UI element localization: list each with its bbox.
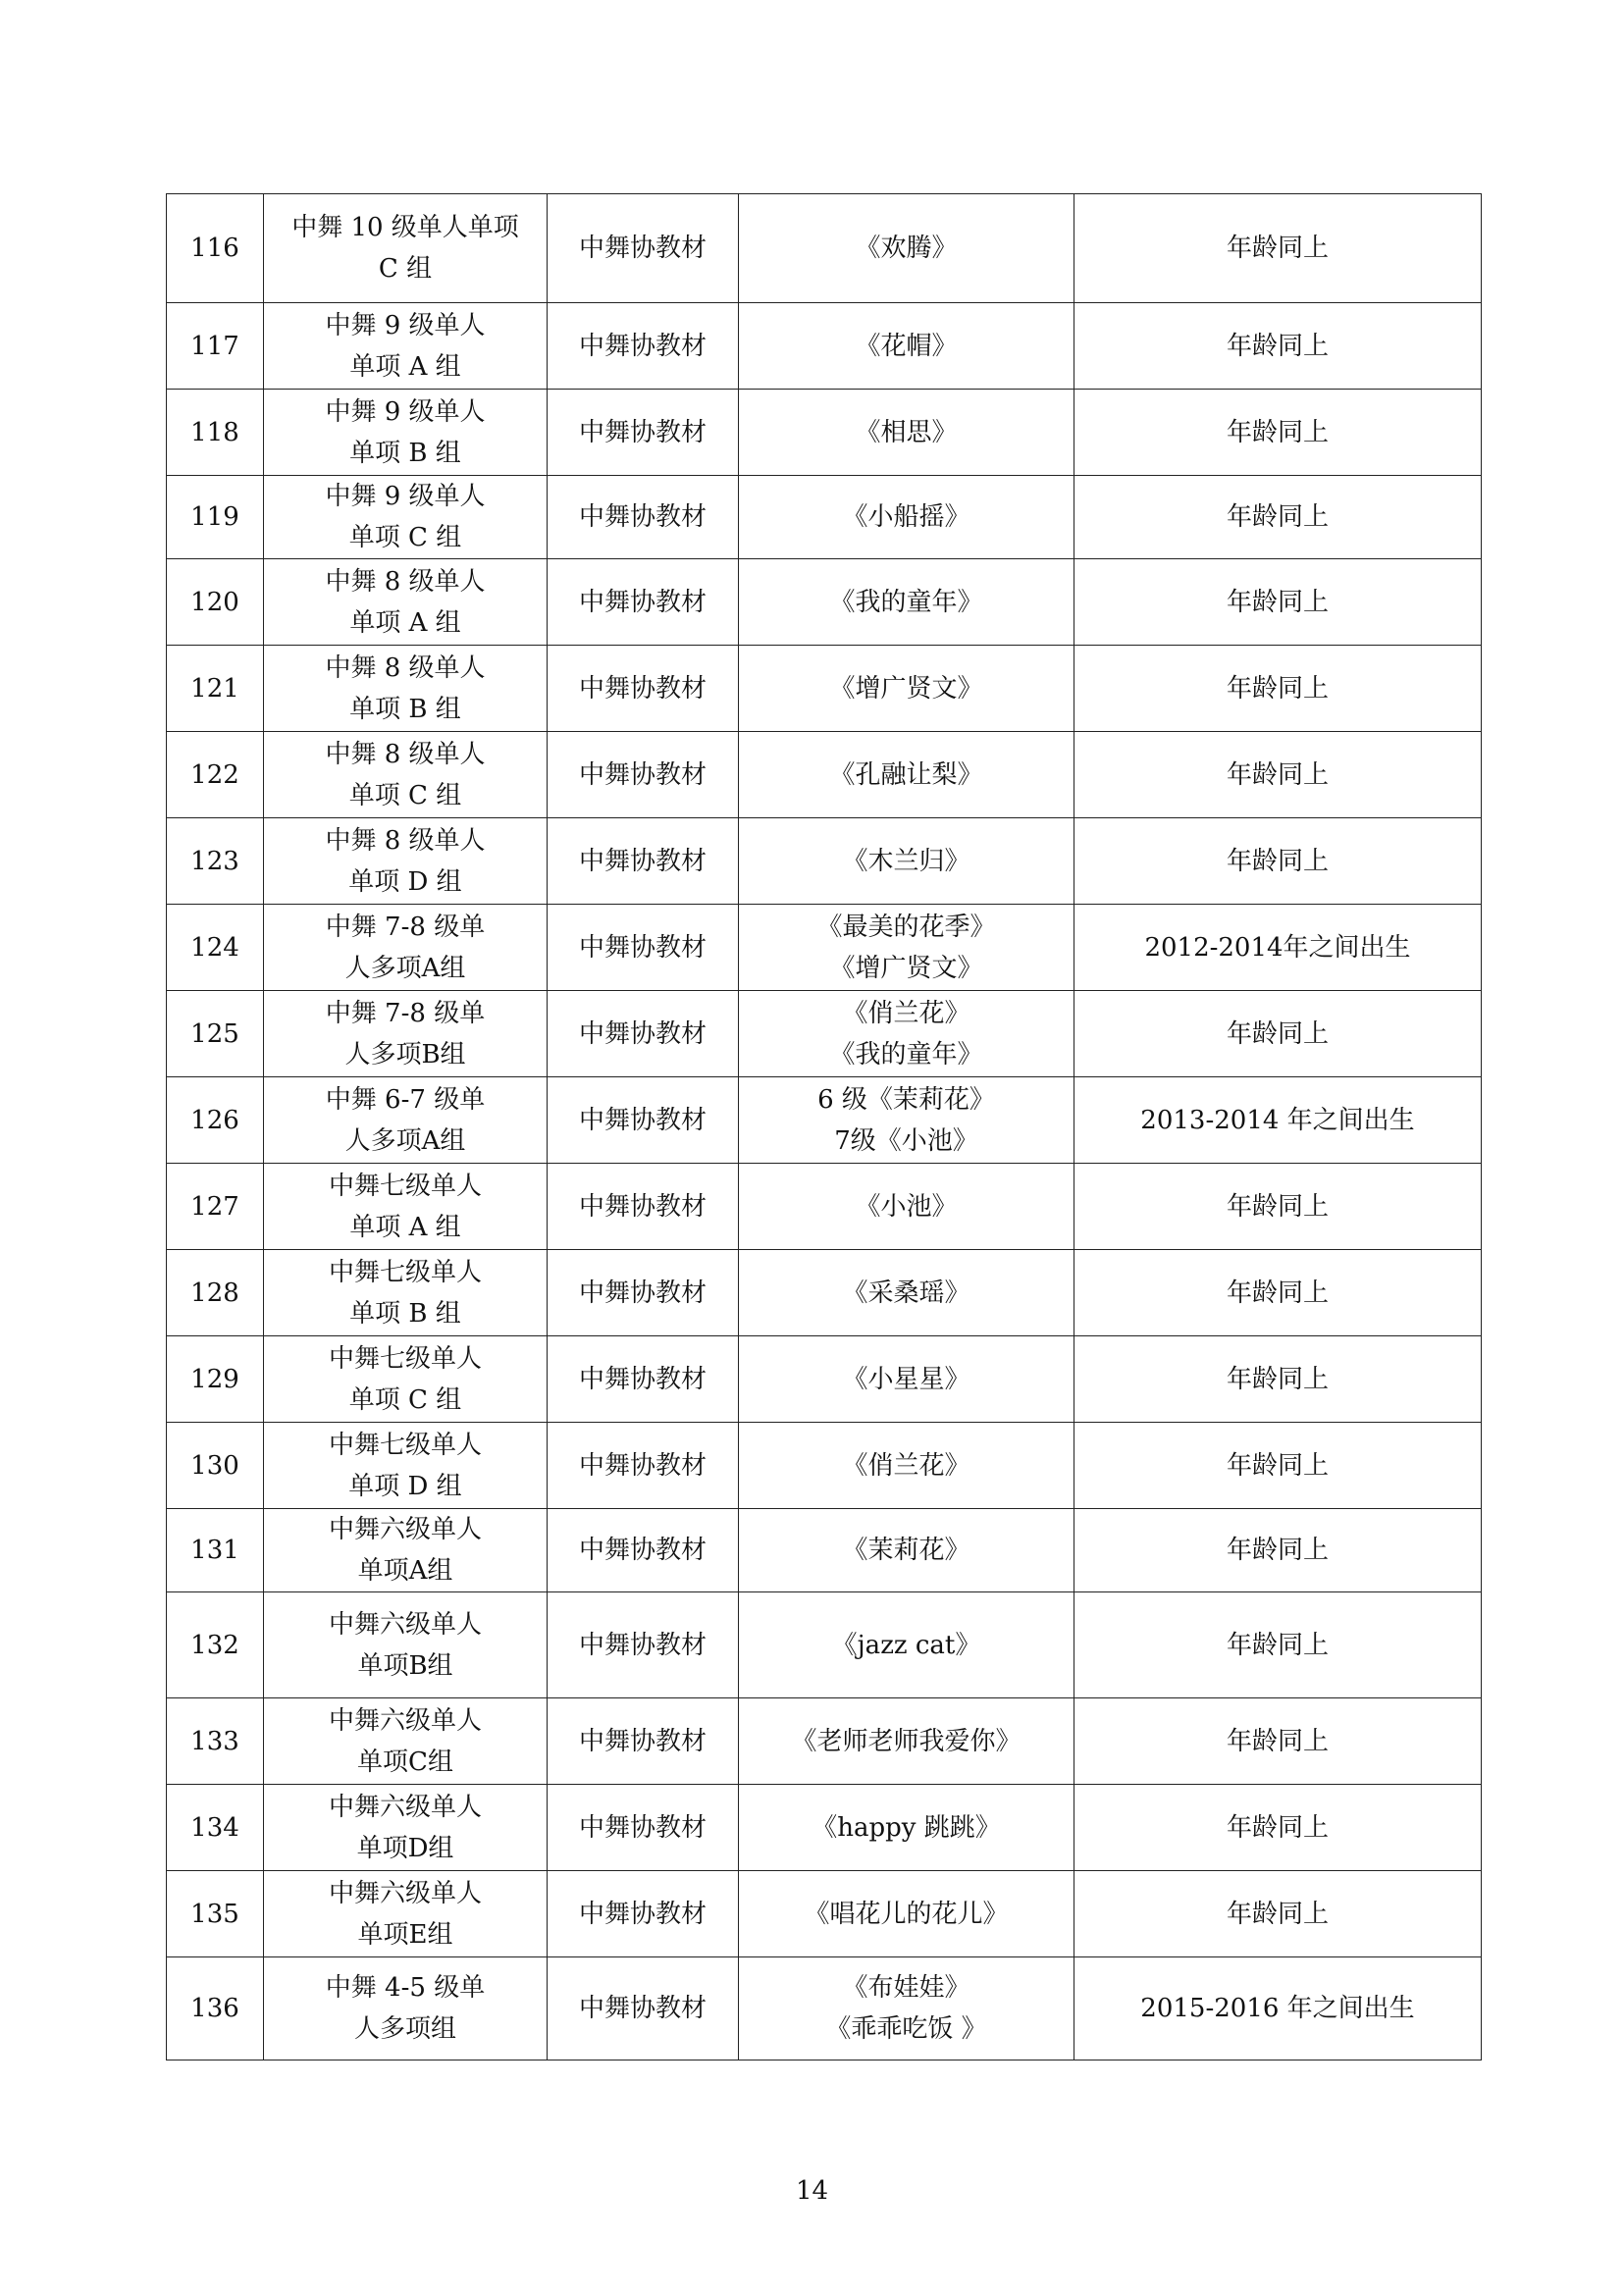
work-line: 《俏兰花》 [842,998,970,1028]
group-line: 中舞六级单人 [328,1878,482,1908]
table-row [167,194,1482,303]
page-number: 14 [795,2176,829,2206]
age-cell: 年龄同上 [1074,991,1482,1077]
group-cell [264,991,548,1077]
work-line: 《我的童年》 [829,587,983,617]
group-line: 单项B组 [357,1650,453,1681]
group-cell [264,390,548,476]
age-cell: 年龄同上 [1074,1785,1482,1871]
group-cell [264,1509,548,1592]
row-number-cell: 136 [167,1957,264,2060]
age-cell: 年龄同上 [1074,476,1482,559]
row-number-cell: 125 [167,991,264,1077]
age-cell: 2013-2014 年之间出生 [1074,1077,1482,1164]
group-cell [264,1871,548,1957]
works-cell [739,559,1074,646]
group-line: 中舞七级单人 [328,1171,482,1201]
table-row [167,1592,1482,1698]
work-line: 《花帽》 [855,331,958,361]
material-cell: 中舞协教材 [548,476,739,559]
work-line: 《老师老师我爱你》 [791,1726,1022,1756]
group-line: 中舞 4-5 级单 [325,1973,486,2003]
material-cell: 中舞协教材 [548,1423,739,1509]
row-number-cell: 126 [167,1077,264,1164]
group-line: 中舞 8 级单人 [325,566,486,597]
table-row [167,646,1482,732]
group-cell [264,1592,548,1698]
work-line: 《happy 跳跳》 [812,1812,1001,1843]
group-line: 中舞 10 级单人单项 [291,213,519,242]
group-cell [264,1423,548,1509]
work-line: 《乖乖吃饭 》 [825,2014,987,2044]
material-cell: 中舞协教材 [548,1077,739,1164]
work-line: 《我的童年》 [829,1039,983,1069]
group-cell [264,559,548,646]
work-line: 《jazz cat》 [831,1630,981,1660]
works-cell [739,646,1074,732]
works-cell [739,1957,1074,2060]
group-line: 人多项A组 [344,1125,466,1156]
table-body [167,194,1482,2060]
works-cell [739,1592,1074,1698]
row-number-cell: 133 [167,1698,264,1785]
work-line: 《茉莉花》 [842,1536,970,1565]
group-line: 单项C组 [357,1747,453,1777]
material-cell: 中舞协教材 [548,1957,739,2060]
row-number-cell: 120 [167,559,264,646]
work-line: 7级《小池》 [834,1125,978,1156]
row-number-cell: 134 [167,1785,264,1871]
row-number-cell: 130 [167,1423,264,1509]
age-cell: 2012-2014年之间出生 [1074,905,1482,991]
works-cell [739,1077,1074,1164]
row-number-cell: 116 [167,194,264,303]
work-line: 《增广贤文》 [829,673,983,704]
group-line: 单项 C 组 [348,523,462,552]
row-number-cell: 127 [167,1164,264,1250]
age-cell: 年龄同上 [1074,1250,1482,1336]
row-number-cell: 132 [167,1592,264,1698]
work-line: 《欢腾》 [855,234,958,263]
group-line: 中舞 8 级单人 [325,739,486,769]
group-line: 人多项组 [353,2014,456,2044]
works-cell [739,991,1074,1077]
group-cell [264,1164,548,1250]
group-line: 单项 B 组 [349,438,461,468]
material-cell: 中舞协教材 [548,646,739,732]
table-row [167,1250,1482,1336]
group-line: 中舞 8 级单人 [325,652,486,683]
work-line: 《采桑瑶》 [842,1278,970,1308]
work-line: 《最美的花季》 [816,912,996,942]
group-cell [264,1336,548,1423]
table-row [167,1164,1482,1250]
group-line: 单项 A 组 [349,607,461,638]
group-line: 单项 C 组 [348,780,462,810]
group-cell [264,732,548,818]
table-row [167,1871,1482,1957]
material-cell: 中舞协教材 [548,303,739,390]
age-cell: 年龄同上 [1074,1336,1482,1423]
group-line: 中舞 7-8 级单 [325,912,486,942]
age-cell: 年龄同上 [1074,390,1482,476]
work-line: 《木兰归》 [842,846,970,876]
group-cell [264,905,548,991]
table-row [167,1509,1482,1592]
group-cell [264,1250,548,1336]
table-row [167,1957,1482,2060]
group-line: 单项 D 组 [348,866,462,897]
group-line: 中舞七级单人 [328,1430,482,1460]
material-cell: 中舞协教材 [548,905,739,991]
group-line: 单项 A 组 [349,351,461,382]
group-line: 单项A组 [357,1556,453,1586]
row-number-cell: 117 [167,303,264,390]
group-cell [264,1957,548,2060]
group-line: 中舞六级单人 [328,1705,482,1736]
material-cell: 中舞协教材 [548,1785,739,1871]
group-line: 单项 B 组 [349,694,461,724]
material-cell: 中舞协教材 [548,1698,739,1785]
works-cell [739,1250,1074,1336]
material-cell: 中舞协教材 [548,732,739,818]
material-cell: 中舞协教材 [548,1509,739,1592]
group-cell [264,303,548,390]
row-number-cell: 123 [167,818,264,905]
age-cell: 年龄同上 [1074,559,1482,646]
table-row [167,818,1482,905]
material-cell: 中舞协教材 [548,1592,739,1698]
group-line: 中舞六级单人 [328,1515,482,1544]
age-cell: 2015-2016 年之间出生 [1074,1957,1482,2060]
work-line: 《小星星》 [842,1364,970,1394]
work-line: 《布娃娃》 [842,1973,970,2003]
group-line: 中舞七级单人 [328,1343,482,1374]
works-cell [739,476,1074,559]
row-number-cell: 118 [167,390,264,476]
table-row [167,732,1482,818]
material-cell: 中舞协教材 [548,1250,739,1336]
works-cell [739,1698,1074,1785]
group-cell [264,476,548,559]
works-cell [739,1164,1074,1250]
works-cell [739,1871,1074,1957]
table-row [167,559,1482,646]
works-cell [739,303,1074,390]
age-cell: 年龄同上 [1074,1698,1482,1785]
group-line: C 组 [378,254,433,284]
table-row [167,476,1482,559]
group-line: 中舞六级单人 [328,1792,482,1822]
row-number-cell: 119 [167,476,264,559]
age-cell: 年龄同上 [1074,194,1482,303]
material-cell: 中舞协教材 [548,559,739,646]
group-line: 中舞 8 级单人 [325,825,486,856]
table-row [167,1785,1482,1871]
table-row [167,991,1482,1077]
age-cell: 年龄同上 [1074,1423,1482,1509]
row-number-cell: 128 [167,1250,264,1336]
works-cell [739,818,1074,905]
group-line: 中舞 9 级单人 [325,396,486,427]
group-line: 中舞 9 级单人 [325,482,486,511]
material-cell: 中舞协教材 [548,194,739,303]
table-row [167,1423,1482,1509]
work-line: 《增广贤文》 [829,953,983,983]
group-line: 人多项A组 [344,953,466,983]
group-line: 中舞六级单人 [328,1609,482,1640]
group-line: 中舞 6-7 级单 [325,1084,486,1115]
group-line: 人多项B组 [344,1039,466,1069]
material-cell: 中舞协教材 [548,390,739,476]
table-row [167,1077,1482,1164]
row-number-cell: 121 [167,646,264,732]
works-cell [739,1509,1074,1592]
group-line: 中舞七级单人 [328,1257,482,1287]
group-line: 单项 A 组 [349,1212,461,1242]
group-cell [264,1077,548,1164]
group-line: 单项 D 组 [348,1471,462,1501]
group-line: 单项 B 组 [349,1298,461,1329]
table-row [167,303,1482,390]
group-line: 单项E组 [357,1919,453,1950]
works-cell [739,194,1074,303]
work-line: 6 级《茉莉花》 [817,1084,995,1115]
table-row [167,1698,1482,1785]
table-row [167,390,1482,476]
row-number-cell: 124 [167,905,264,991]
work-line: 《孔融让梨》 [829,759,983,790]
work-line: 《唱花儿的花儿》 [804,1899,1009,1929]
works-cell [739,1336,1074,1423]
work-line: 《相思》 [855,417,958,447]
age-cell: 年龄同上 [1074,818,1482,905]
group-line: 单项 C 组 [348,1384,462,1415]
work-line: 《小池》 [855,1191,958,1222]
group-cell [264,646,548,732]
row-number-cell: 135 [167,1871,264,1957]
row-number-cell: 122 [167,732,264,818]
group-cell [264,1785,548,1871]
age-cell: 年龄同上 [1074,1164,1482,1250]
works-cell [739,905,1074,991]
row-number-cell: 129 [167,1336,264,1423]
group-line: 中舞 7-8 级单 [325,998,486,1028]
age-cell: 年龄同上 [1074,303,1482,390]
group-line: 单项D组 [356,1833,454,1863]
group-cell [264,194,548,303]
work-line: 《俏兰花》 [842,1450,970,1481]
registration-table [166,193,1482,2060]
works-cell [739,1785,1074,1871]
group-line: 中舞 9 级单人 [325,310,486,340]
material-cell: 中舞协教材 [548,1871,739,1957]
material-cell: 中舞协教材 [548,1336,739,1423]
material-cell: 中舞协教材 [548,991,739,1077]
age-cell: 年龄同上 [1074,1871,1482,1957]
age-cell: 年龄同上 [1074,732,1482,818]
material-cell: 中舞协教材 [548,818,739,905]
age-cell: 年龄同上 [1074,1592,1482,1698]
works-cell [739,732,1074,818]
table-row [167,1336,1482,1423]
work-line: 《小船摇》 [842,502,970,532]
row-number-cell: 131 [167,1509,264,1592]
material-cell: 中舞协教材 [548,1164,739,1250]
age-cell: 年龄同上 [1074,646,1482,732]
table-row [167,905,1482,991]
group-cell [264,818,548,905]
group-cell [264,1698,548,1785]
works-cell [739,390,1074,476]
age-cell: 年龄同上 [1074,1509,1482,1592]
works-cell [739,1423,1074,1509]
